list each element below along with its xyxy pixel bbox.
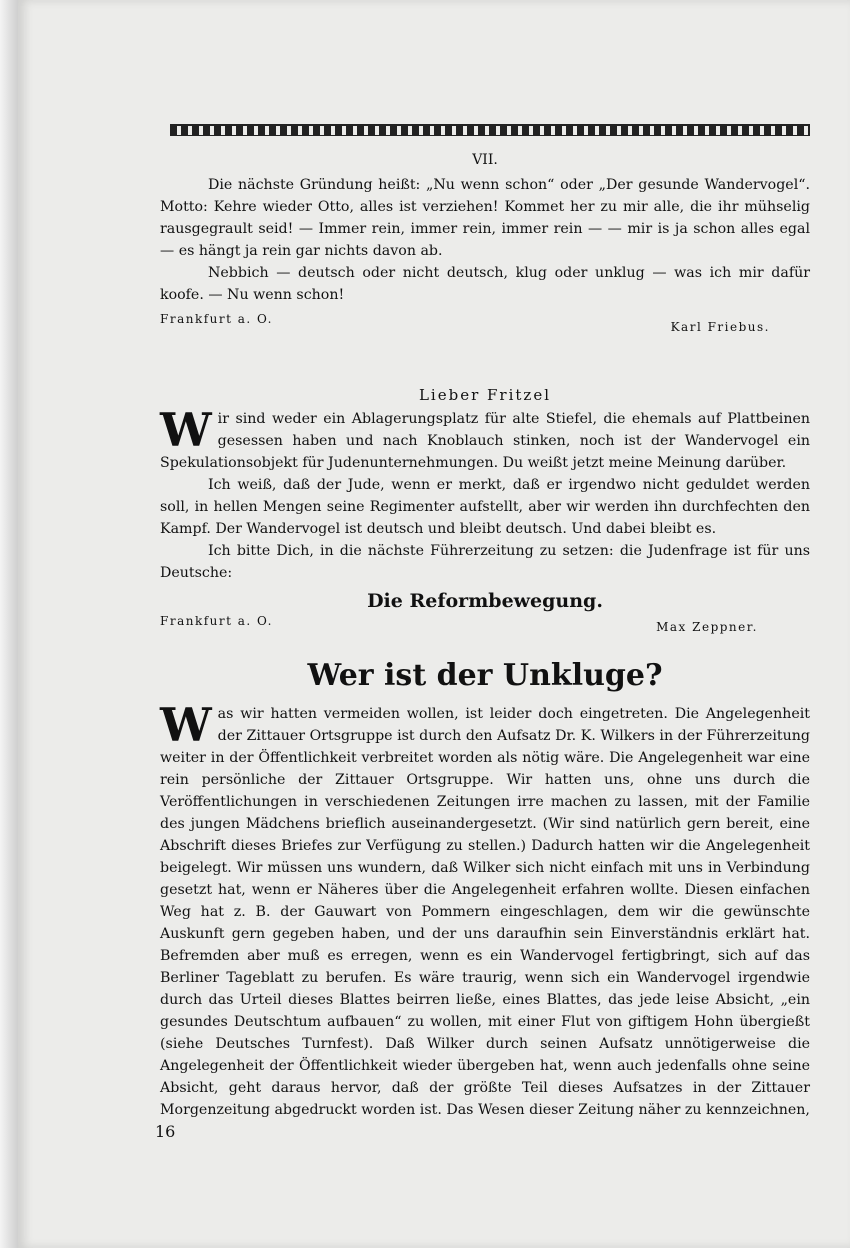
signature-place: Frankfurt a. O. bbox=[160, 614, 273, 628]
paragraph-text: ir sind weder ein Ablagerungsplatz für alte Stiefel, die ehemals auf Plattbeinen gesessen haben und nach Knoblauch stinken, noch ist der Wandervogel ein Spekulationsobjekt für Judenunternehmungen. Du weißt jetzt meine Meinung darüber. bbox=[160, 411, 810, 471]
paragraph: Nebbich — deutsch oder nicht deutsch, klug oder unklug — was ich mir dafür koofe. — Nu wenn schon! bbox=[160, 265, 810, 303]
paragraph bbox=[160, 403, 810, 474]
centered-line: Die Reformbewegung. bbox=[367, 590, 603, 612]
page-edge bbox=[0, 0, 18, 1248]
signature-line bbox=[160, 614, 810, 634]
page-number: 16 bbox=[155, 1122, 176, 1141]
paragraph: Ich weiß, daß der Jude, wenn er merkt, daß er irgendwo nicht geduldet werden soll, in hellen Mengen seine Regimenter aufstellt, aber wir werden ihn durchfechten den Kampf. Der Wandervogel ist deutsch und bleibt deutsch. Und dabei bleibt es. bbox=[160, 477, 810, 537]
drop-cap: W bbox=[160, 698, 212, 752]
signature-place: Frankfurt a. O. bbox=[160, 312, 273, 326]
letter-heading: Lieber Fritzel bbox=[418, 386, 552, 404]
drop-cap: W bbox=[160, 403, 212, 457]
article-title: Wer ist der Unkluge? bbox=[307, 658, 663, 693]
paragraph bbox=[160, 698, 810, 1121]
ornamental-rule bbox=[170, 124, 810, 136]
paragraph: Ich bitte Dich, in die nächste Führerzeitung zu setzen: die Judenfrage ist für uns Deutsche: bbox=[160, 543, 810, 581]
signature-line bbox=[160, 312, 810, 334]
section-numeral: VII. bbox=[472, 152, 498, 168]
signature-author: Karl Friebus. bbox=[670, 320, 770, 334]
page-content bbox=[160, 150, 810, 1121]
paragraph-text: as wir hatten vermeiden wollen, ist leider doch eingetreten. Die Angelegenheit der Zittauer Ortsgruppe ist durch den Aufsatz Dr. K. Wilkers in der Führerzeitung weiter in der Öffentlichkeit verbreitet worden als nötig wäre. Die Angelegenheit war eine rein persönliche der Zittauer Ortsgruppe. Wir hatten uns, ohne uns durch die Veröffentlichungen in verschiedenen Zeitungen irre machen zu lassen, mit der Familie des jungen Mädchens brieflich auseinandergesetzt. (Wir sind natürlich gern bereit, eine Abschrift dieses Briefes zur Verfügung zu stellen.) Dadurch hatten wir die Angelegenheit beigelegt. Wir müssen uns wundern, daß Wilker sich nicht einfach mit uns in Verbindung gesetzt hat, wenn er Näheres über die Angelegenheit erfahren wollte. Diesen einfachen Weg hat z. B. der Gauwart von Pommern eingeschlagen, dem wir die gewünschte Auskunft gern gegeben haben, und der uns daraufhin sein Einverständnis erklärt hat. Befremden aber muß es erregen, wenn es ein Wandervogel fertigbringt, sich auf das Berliner Tageblatt zu berufen. Es wäre traurig, wenn sich ein Wandervogel irgendwie durch das Urteil dieses Blattes beirren ließe, eines Blattes, das jede leise Absicht, „ein gesundes Deutschtum aufbauen“ zu wollen, mit einer Flut von giftigem Hohn übergießt (siehe Deutsches Turnfest). Daß Wilker durch seinen Aufsatz unnötigerweise die Angelegenheit der Öffentlichkeit wieder übergeben hat, wenn auch jedenfalls ohne seine Absicht, geht daraus hervor, daß der größte Teil dieses Aufsatzes in der Zittauer Morgenzeitung abgedruckt worden ist. Das Wesen dieser Zeitung näher zu kennzeichnen, bbox=[160, 706, 810, 1118]
signature-author: Max Zeppner. bbox=[656, 620, 758, 634]
paragraph: Die nächste Gründung heißt: „Nu wenn schon“ oder „Der gesunde Wandervogel“. Motto: Kehre wieder Otto, alles ist verziehen! Kommet her zu mir alle, die ihr mühselig rausgegrault seid! — Immer rein, immer rein, immer rein — — mir is ja schon alles egal — es hängt ja rein gar nichts davon ab. bbox=[160, 177, 810, 259]
